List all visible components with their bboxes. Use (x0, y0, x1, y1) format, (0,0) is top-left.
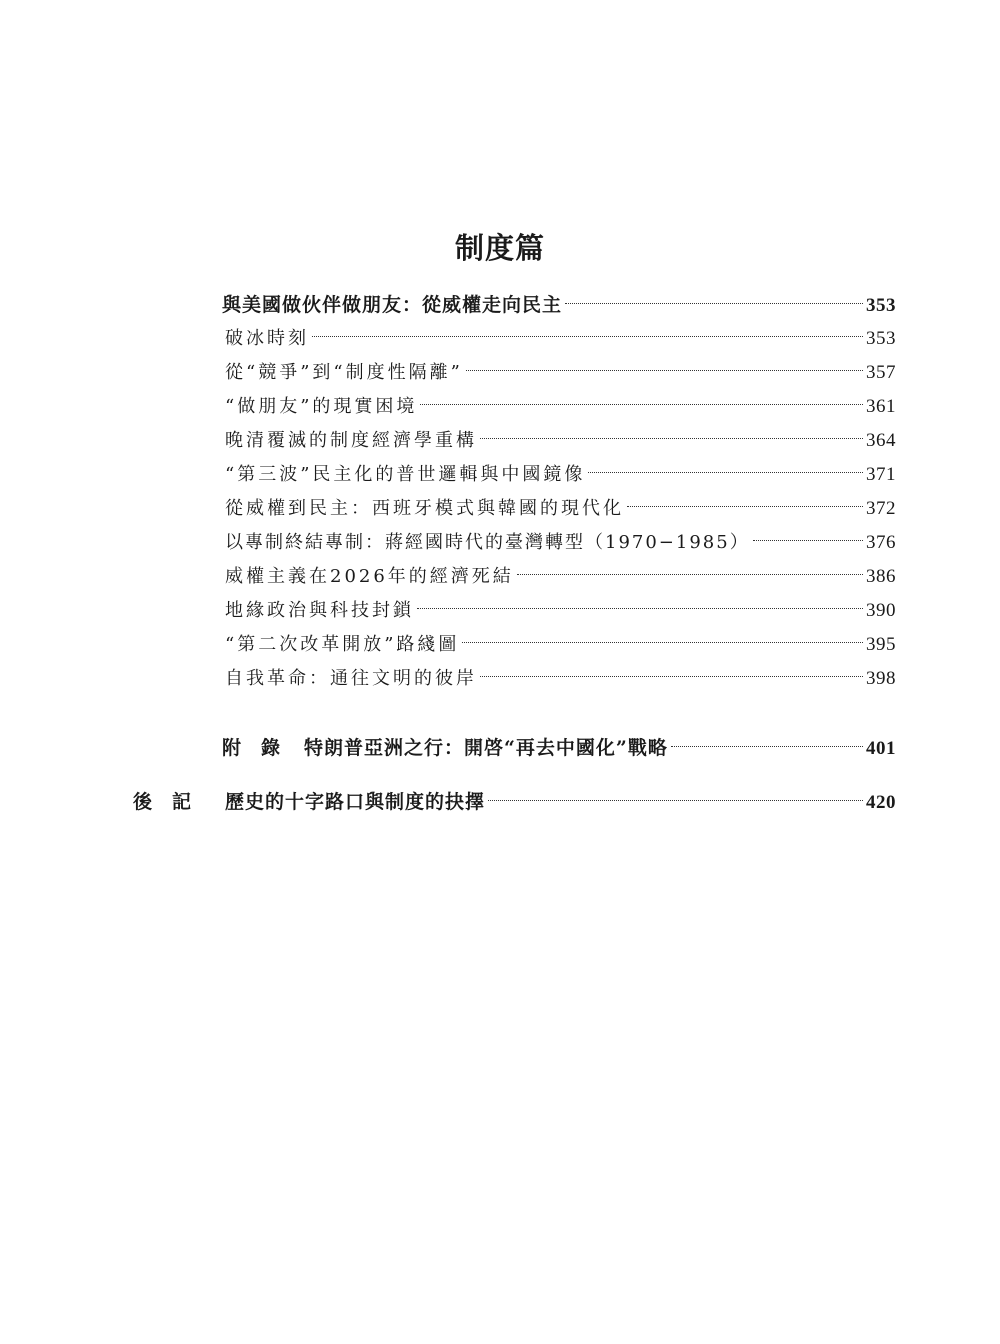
chapter-page-number: 353 (866, 295, 896, 316)
entry-page-number: 357 (866, 362, 896, 383)
dot-leader (312, 336, 863, 337)
toc-entry[interactable] (225, 494, 896, 524)
afterword-page-number: 420 (866, 792, 896, 813)
toc-entry[interactable] (225, 392, 896, 422)
entry-title: “做朋友”的現實困境 (225, 396, 418, 417)
dot-leader (671, 746, 863, 747)
dot-leader (417, 608, 863, 609)
appendix-page-number: 401 (866, 738, 896, 759)
toc-entry[interactable] (225, 664, 896, 694)
entry-page-number: 372 (866, 498, 896, 519)
afterword-prefix: 後記 (133, 791, 212, 813)
entry-page-number: 395 (866, 634, 896, 655)
appendix-title: 特朗普亞洲之行：開啓“再去中國化”戰略 (304, 737, 668, 759)
entry-title: “第三波”民主化的普世邏輯與中國鏡像 (225, 464, 586, 485)
toc-entry[interactable] (225, 460, 896, 490)
toc-afterword-line[interactable] (133, 787, 896, 817)
toc-entry[interactable] (225, 426, 896, 456)
toc-entry[interactable] (225, 596, 896, 626)
toc-entry[interactable] (225, 630, 896, 660)
dot-leader (420, 404, 863, 405)
entry-page-number: 386 (866, 566, 896, 587)
entry-page-number: 376 (866, 532, 896, 553)
dot-leader (588, 472, 863, 473)
dot-leader (488, 800, 863, 801)
toc-entry[interactable] (225, 562, 896, 592)
toc-entry[interactable] (225, 358, 896, 388)
entry-page-number: 398 (866, 668, 896, 689)
toc-entry[interactable] (225, 324, 896, 354)
dot-leader (480, 676, 863, 677)
entry-page-number: 361 (866, 396, 896, 417)
toc-appendix-line[interactable] (222, 733, 896, 763)
dot-leader (517, 574, 863, 575)
section-title: 制度篇 (454, 231, 545, 265)
dot-leader (462, 642, 863, 643)
entry-title: 從威權到民主：西班牙模式與韓國的現代化 (225, 498, 624, 519)
entry-page-number: 390 (866, 600, 896, 621)
entry-title: 從“競爭”到“制度性隔離” (225, 362, 463, 383)
entry-page-number: 371 (866, 464, 896, 485)
dot-leader (753, 540, 863, 541)
entry-title: 晚清覆滅的制度經濟學重構 (225, 430, 477, 451)
dot-leader (565, 303, 863, 304)
dot-leader (627, 506, 863, 507)
entry-page-number: 364 (866, 430, 896, 451)
afterword-title: 歷史的十字路口與制度的抉擇 (225, 791, 486, 813)
entry-title: 地緣政治與科技封鎖 (225, 600, 414, 621)
entry-title: 自我革命：通往文明的彼岸 (225, 668, 477, 689)
entry-page-number: 353 (866, 328, 896, 349)
entry-title: “第二次改革開放”路綫圖 (225, 634, 460, 655)
dot-leader (466, 370, 863, 371)
dot-leader (480, 438, 863, 439)
toc-entry[interactable] (225, 528, 896, 558)
toc-chapter-line[interactable] (222, 290, 896, 320)
entry-title: 破冰時刻 (225, 328, 309, 349)
chapter-title: 與美國做伙伴做朋友：從威權走向民主 (222, 294, 563, 316)
appendix-prefix: 附錄 (222, 737, 301, 759)
entry-title: 威權主義在2026年的經濟死結 (225, 566, 514, 587)
entry-title: 以專制終結專制：蔣經國時代的臺灣轉型（1970−1985） (225, 532, 750, 553)
